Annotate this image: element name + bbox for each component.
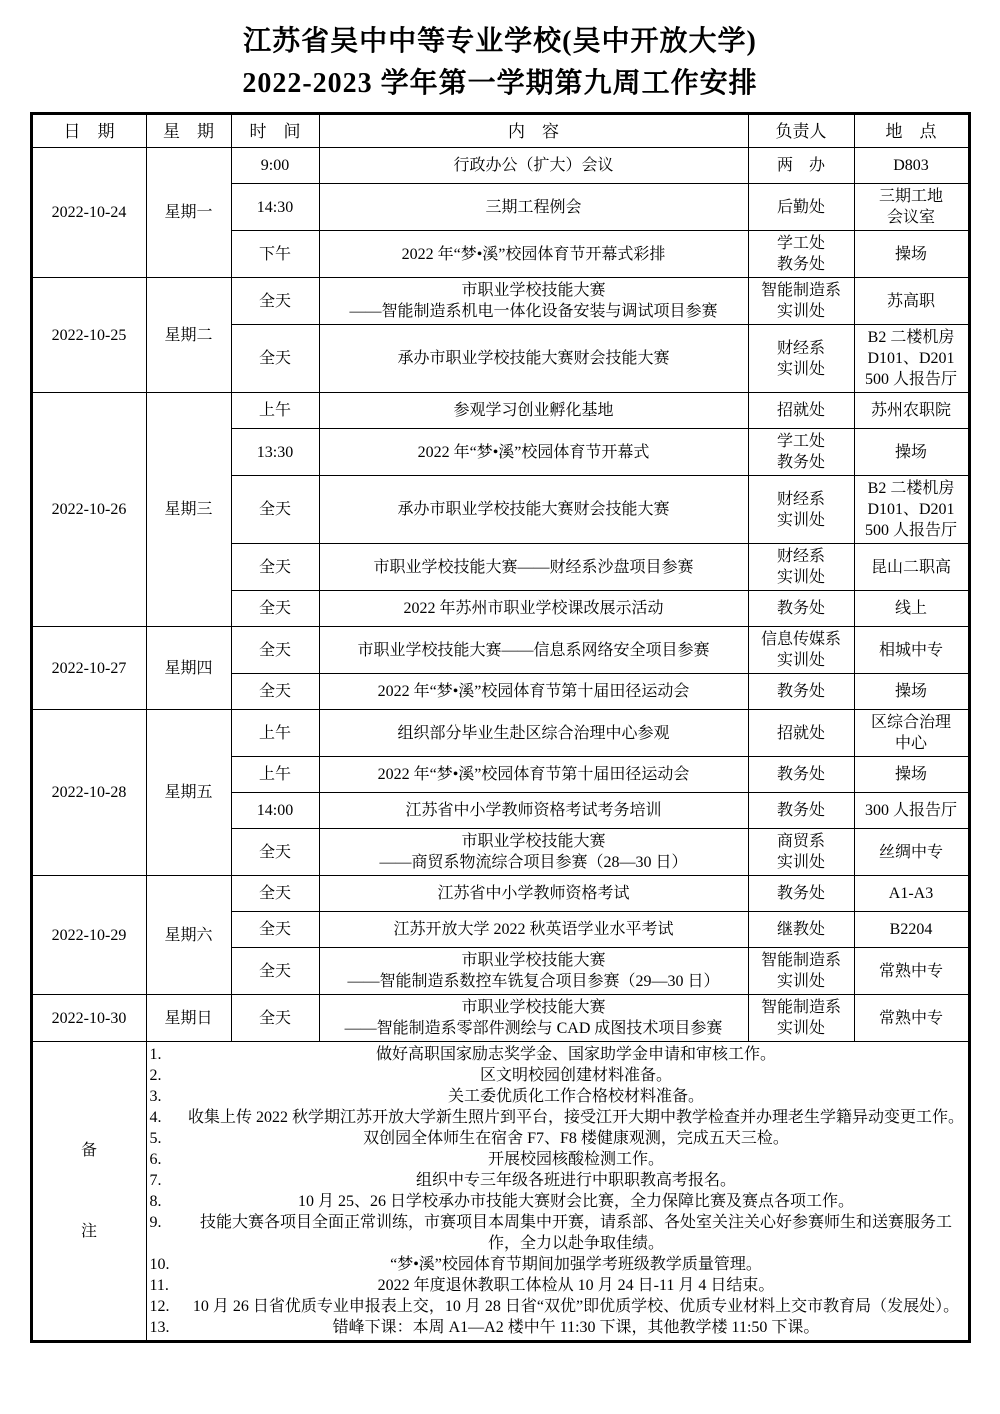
weekday-cell: 星期五 bbox=[146, 710, 231, 876]
owner-cell bbox=[748, 876, 854, 912]
note-text: 10 月 25、26 日学校承办市技能大赛财会比赛，全力保障比赛及赛点各项工作。 bbox=[297, 1193, 854, 1210]
content-line: 江苏省中小学教师资格考试考务培训 bbox=[405, 802, 662, 819]
note-number: 9. bbox=[149, 1214, 162, 1231]
date-cell: 2022-10-25 bbox=[31, 278, 146, 393]
place-line: 操场 bbox=[894, 443, 927, 461]
owner-line: 信息传媒系 bbox=[760, 631, 841, 648]
weekday-cell: 星期六 bbox=[146, 876, 231, 995]
owner-line: 商贸系 bbox=[776, 833, 825, 850]
owner-cell bbox=[748, 184, 854, 231]
owner-line: 实训处 bbox=[776, 569, 825, 586]
owner-line: 两 办 bbox=[776, 157, 825, 174]
owner-line: 财经系 bbox=[776, 490, 825, 508]
notes-label-char: 注 bbox=[80, 1223, 97, 1240]
note-item bbox=[150, 1317, 965, 1338]
owner-line: 实训处 bbox=[776, 1020, 825, 1037]
table-body bbox=[31, 148, 969, 1342]
date-cell: 2022-10-28 bbox=[31, 710, 146, 876]
time-cell: 全天 bbox=[231, 995, 319, 1042]
owner-cell bbox=[748, 544, 854, 591]
note-item bbox=[150, 1044, 965, 1065]
note-item bbox=[150, 1149, 965, 1170]
content-line: 2022 年“梦•溪”校园体育节第十届田径运动会 bbox=[377, 766, 690, 783]
time-cell: 14:30 bbox=[231, 184, 319, 231]
table-header bbox=[31, 114, 969, 148]
content-line: 市职业学校技能大赛——信息系网络安全项目参赛 bbox=[357, 641, 710, 659]
content-cell bbox=[319, 627, 748, 674]
content-line: 市职业学校技能大赛——财经系沙盘项目参赛 bbox=[373, 558, 694, 576]
column-header: 负责人 bbox=[748, 114, 854, 148]
note-item bbox=[150, 1275, 965, 1296]
note-number: 10. bbox=[149, 1256, 170, 1273]
owner-line: 教务处 bbox=[776, 802, 825, 819]
owner-cell bbox=[748, 591, 854, 627]
content-line: 2022 年苏州市职业学校课改展示活动 bbox=[403, 600, 664, 617]
note-text: 区文明校园创建材料准备。 bbox=[479, 1067, 672, 1084]
owner-line: 实训处 bbox=[776, 303, 825, 320]
owner-cell bbox=[748, 231, 854, 278]
note-number: 13. bbox=[149, 1319, 170, 1336]
weekday-cell: 星期一 bbox=[146, 148, 231, 278]
place-cell bbox=[854, 184, 969, 231]
note-text: “梦•溪”校园体育节期间加强学考班级教学质量管理。 bbox=[390, 1256, 762, 1273]
content-line: 2022 年“梦•溪”校园体育节第十届田径运动会 bbox=[377, 683, 690, 700]
note-number: 2. bbox=[149, 1067, 162, 1084]
weekday-cell: 星期三 bbox=[146, 393, 231, 627]
place-line: 三期工地 bbox=[878, 188, 943, 205]
place-cell bbox=[854, 591, 969, 627]
time-cell: 14:00 bbox=[231, 793, 319, 829]
note-number: 3. bbox=[149, 1088, 162, 1105]
owner-cell bbox=[748, 912, 854, 948]
owner-line: 财经系 bbox=[776, 548, 825, 565]
place-line: B2 二楼机房 bbox=[867, 329, 955, 346]
content-line: 三期工程例会 bbox=[485, 198, 582, 216]
content-line: 2022 年“梦•溪”校园体育节开幕式彩排 bbox=[401, 245, 666, 263]
time-cell: 下午 bbox=[231, 231, 319, 278]
content-line: 市职业学校技能大赛 bbox=[461, 999, 606, 1016]
notes-label-char: 备 bbox=[80, 1142, 97, 1159]
owner-cell bbox=[748, 829, 854, 876]
notes-label bbox=[36, 1140, 143, 1242]
owner-line: 实训处 bbox=[776, 511, 825, 529]
place-line: 相城中专 bbox=[878, 641, 943, 659]
column-header: 时 间 bbox=[231, 114, 319, 148]
content-line: ——商贸系物流综合项目参赛（28—30 日） bbox=[379, 854, 688, 871]
place-line: D101、D201 bbox=[867, 501, 955, 518]
owner-cell bbox=[748, 148, 854, 184]
note-text: 做好高职国家励志奖学金、国家助学金申请和审核工作。 bbox=[375, 1046, 776, 1063]
owner-cell bbox=[748, 278, 854, 325]
owner-line: 智能制造系 bbox=[760, 999, 841, 1016]
time-cell: 全天 bbox=[231, 912, 319, 948]
note-number: 1. bbox=[149, 1046, 162, 1063]
owner-line: 教务处 bbox=[776, 600, 825, 617]
content-cell bbox=[319, 757, 748, 793]
column-header: 星 期 bbox=[146, 114, 231, 148]
place-line: D101、D201 bbox=[867, 350, 955, 367]
content-cell bbox=[319, 793, 748, 829]
place-line: 500 人报告厅 bbox=[864, 522, 957, 539]
note-text: 双创园全体师生在宿舍 F7、F8 楼健康观测，完成五天三检。 bbox=[363, 1130, 789, 1147]
owner-line: 教务处 bbox=[776, 454, 825, 471]
content-line: ——智能制造系机电一体化设备安装与调试项目参赛 bbox=[349, 303, 718, 320]
content-cell bbox=[319, 710, 748, 757]
owner-line: 学工处 bbox=[776, 433, 825, 450]
time-cell: 9:00 bbox=[231, 148, 319, 184]
owner-cell bbox=[748, 948, 854, 995]
place-cell bbox=[854, 278, 969, 325]
place-cell bbox=[854, 325, 969, 393]
note-item bbox=[150, 1065, 965, 1086]
content-cell bbox=[319, 948, 748, 995]
weekday-cell: 星期日 bbox=[146, 995, 231, 1042]
place-cell bbox=[854, 393, 969, 429]
schedule-table bbox=[30, 112, 971, 1343]
time-cell: 全天 bbox=[231, 674, 319, 710]
owner-cell bbox=[748, 476, 854, 544]
schedule-row bbox=[31, 876, 969, 912]
place-cell bbox=[854, 429, 969, 476]
content-cell bbox=[319, 995, 748, 1042]
note-text: 2022 年度退休教职工体检从 10 月 24 日-11 月 4 日结束。 bbox=[377, 1277, 775, 1294]
owner-cell bbox=[748, 995, 854, 1042]
time-cell: 13:30 bbox=[231, 429, 319, 476]
note-text: 关工委优质化工作合格校材料准备。 bbox=[447, 1088, 704, 1105]
schedule-row bbox=[31, 710, 969, 757]
content-line: 2022 年“梦•溪”校园体育节开幕式 bbox=[417, 443, 650, 461]
place-line: 300 人报告厅 bbox=[864, 802, 957, 819]
note-text: 技能大赛各项目全面正常训练，市赛项目本周集中开赛，请系部、各处室关注关心好参赛师生和送赛服务工作，全力以赴争取佳绩。 bbox=[199, 1214, 952, 1252]
place-cell bbox=[854, 912, 969, 948]
place-line: 操场 bbox=[894, 245, 927, 263]
owner-cell bbox=[748, 674, 854, 710]
place-cell bbox=[854, 948, 969, 995]
note-item bbox=[150, 1212, 965, 1254]
place-cell bbox=[854, 544, 969, 591]
content-cell bbox=[319, 148, 748, 184]
content-cell bbox=[319, 829, 748, 876]
date-cell: 2022-10-27 bbox=[31, 627, 146, 710]
place-cell bbox=[854, 757, 969, 793]
owner-cell bbox=[748, 627, 854, 674]
place-cell bbox=[854, 793, 969, 829]
time-cell: 全天 bbox=[231, 591, 319, 627]
page-subtitle: 2022-2023 学年第一学期第九周工作安排 bbox=[242, 68, 758, 99]
place-line: 操场 bbox=[894, 683, 927, 700]
owner-cell bbox=[748, 325, 854, 393]
place-cell bbox=[854, 476, 969, 544]
time-cell: 上午 bbox=[231, 757, 319, 793]
place-line: 操场 bbox=[894, 766, 927, 783]
note-number: 6. bbox=[149, 1151, 162, 1168]
place-line: B2204 bbox=[889, 921, 933, 938]
content-cell bbox=[319, 912, 748, 948]
content-cell bbox=[319, 476, 748, 544]
place-line: 会议室 bbox=[886, 209, 935, 226]
note-text: 10 月 26 日省优质专业申报表上交，10 月 28 日省“双优”即优质学校、优质专业材料上交市教育局（发展处）。 bbox=[192, 1298, 960, 1315]
content-line: 江苏省中小学教师资格考试 bbox=[437, 885, 630, 902]
schedule-row bbox=[31, 278, 969, 325]
owner-line: 实训处 bbox=[776, 854, 825, 871]
place-line: 500 人报告厅 bbox=[864, 371, 957, 388]
content-line: 市职业学校技能大赛 bbox=[461, 833, 606, 850]
owner-line: 教务处 bbox=[776, 683, 825, 700]
place-line: B2 二楼机房 bbox=[867, 480, 955, 497]
place-line: 常熟中专 bbox=[878, 1009, 943, 1027]
time-cell: 全天 bbox=[231, 278, 319, 325]
content-line: 市职业学校技能大赛 bbox=[461, 282, 606, 299]
place-cell bbox=[854, 829, 969, 876]
content-cell bbox=[319, 184, 748, 231]
owner-cell bbox=[748, 710, 854, 757]
content-cell bbox=[319, 325, 748, 393]
content-cell bbox=[319, 393, 748, 429]
place-cell bbox=[854, 148, 969, 184]
note-number: 4. bbox=[149, 1109, 162, 1126]
note-text: 错峰下课：本周 A1—A2 楼中午 11:30 下课，其他教学楼 11:50 下课。 bbox=[332, 1319, 820, 1336]
note-text: 组织中专三年级各班进行中职职教高考报名。 bbox=[415, 1172, 736, 1189]
owner-line: 教务处 bbox=[776, 885, 825, 902]
notes-label-cell bbox=[31, 1042, 146, 1342]
note-item bbox=[150, 1170, 965, 1191]
header-row bbox=[31, 114, 969, 148]
notes-row bbox=[31, 1042, 969, 1342]
place-cell bbox=[854, 876, 969, 912]
note-text: 收集上传 2022 秋学期江苏开放大学新生照片到平台，接受江开大期中教学检查并办理老生学籍异动变更工作。 bbox=[187, 1109, 964, 1126]
weekday-cell: 星期四 bbox=[146, 627, 231, 710]
place-line: 苏州农职院 bbox=[870, 402, 951, 419]
place-cell bbox=[854, 674, 969, 710]
place-line: D803 bbox=[893, 157, 929, 174]
note-number: 5. bbox=[149, 1130, 162, 1147]
owner-line: 教务处 bbox=[776, 256, 825, 273]
owner-line: 智能制造系 bbox=[760, 282, 841, 299]
content-line: 行政办公（扩大）会议 bbox=[453, 157, 614, 174]
time-cell: 上午 bbox=[231, 710, 319, 757]
content-cell bbox=[319, 544, 748, 591]
note-number: 8. bbox=[149, 1193, 162, 1210]
time-cell: 全天 bbox=[231, 876, 319, 912]
note-item bbox=[150, 1107, 965, 1128]
time-cell: 全天 bbox=[231, 544, 319, 591]
content-line: ——智能制造系数控车铣复合项目参赛（29—30 日） bbox=[347, 973, 720, 990]
content-cell bbox=[319, 876, 748, 912]
content-line: ——智能制造系零部件测绘与 CAD 成图技术项目参赛 bbox=[344, 1020, 723, 1037]
place-line: 常熟中专 bbox=[878, 962, 943, 980]
place-line: A1-A3 bbox=[888, 885, 934, 902]
owner-line: 后勤处 bbox=[776, 198, 825, 216]
date-cell: 2022-10-26 bbox=[31, 393, 146, 627]
note-item bbox=[150, 1086, 965, 1107]
time-cell: 全天 bbox=[231, 948, 319, 995]
note-item bbox=[150, 1191, 965, 1212]
place-cell bbox=[854, 710, 969, 757]
weekday-cell: 星期二 bbox=[146, 278, 231, 393]
notes-cell bbox=[146, 1042, 969, 1342]
owner-line: 招就处 bbox=[776, 402, 825, 419]
date-cell: 2022-10-30 bbox=[31, 995, 146, 1042]
place-cell bbox=[854, 627, 969, 674]
column-header: 地 点 bbox=[854, 114, 969, 148]
date-cell: 2022-10-29 bbox=[31, 876, 146, 995]
content-cell bbox=[319, 231, 748, 278]
content-line: 承办市职业学校技能大赛财会技能大赛 bbox=[397, 350, 670, 367]
place-line: 线上 bbox=[894, 600, 927, 617]
schedule-row bbox=[31, 148, 969, 184]
owner-line: 财经系 bbox=[776, 339, 825, 357]
owner-cell bbox=[748, 793, 854, 829]
owner-cell bbox=[748, 393, 854, 429]
owner-cell bbox=[748, 757, 854, 793]
schedule-row bbox=[31, 393, 969, 429]
owner-line: 学工处 bbox=[776, 235, 825, 252]
content-cell bbox=[319, 429, 748, 476]
note-text: 开展校园核酸检测工作。 bbox=[487, 1151, 664, 1168]
owner-line: 实训处 bbox=[776, 360, 825, 378]
owner-line: 实训处 bbox=[776, 973, 825, 990]
owner-line: 继教处 bbox=[776, 921, 825, 938]
note-number: 11. bbox=[149, 1277, 169, 1294]
content-line: 市职业学校技能大赛 bbox=[461, 952, 606, 969]
content-line: 承办市职业学校技能大赛财会技能大赛 bbox=[397, 501, 670, 518]
time-cell: 全天 bbox=[231, 325, 319, 393]
schedule-row bbox=[31, 627, 969, 674]
place-line: 区综合治理 bbox=[870, 714, 951, 731]
time-cell: 上午 bbox=[231, 393, 319, 429]
time-cell: 全天 bbox=[231, 829, 319, 876]
content-cell bbox=[319, 674, 748, 710]
note-number: 12. bbox=[149, 1298, 170, 1315]
place-cell bbox=[854, 995, 969, 1042]
content-line: 参观学习创业孵化基地 bbox=[453, 402, 614, 419]
owner-line: 招就处 bbox=[776, 724, 825, 742]
date-cell: 2022-10-24 bbox=[31, 148, 146, 278]
note-item bbox=[150, 1128, 965, 1149]
owner-line: 实训处 bbox=[776, 652, 825, 669]
owner-line: 智能制造系 bbox=[760, 952, 841, 969]
note-item bbox=[150, 1254, 965, 1275]
time-cell: 全天 bbox=[231, 627, 319, 674]
note-number: 7. bbox=[149, 1172, 162, 1189]
content-cell bbox=[319, 591, 748, 627]
place-line: 昆山二职高 bbox=[870, 558, 951, 576]
owner-cell bbox=[748, 429, 854, 476]
content-cell bbox=[319, 278, 748, 325]
note-item bbox=[150, 1296, 965, 1317]
content-line: 江苏开放大学 2022 秋英语学业水平考试 bbox=[393, 921, 674, 938]
column-header: 内 容 bbox=[319, 114, 748, 148]
place-line: 中心 bbox=[894, 735, 927, 752]
schedule-row bbox=[31, 995, 969, 1042]
page-title: 江苏省吴中中等专业学校(吴中开放大学) bbox=[243, 26, 757, 57]
owner-line: 教务处 bbox=[776, 766, 825, 783]
place-line: 苏高职 bbox=[886, 292, 935, 310]
place-line: 丝绸中专 bbox=[878, 843, 943, 861]
column-header: 日 期 bbox=[31, 114, 146, 148]
place-cell bbox=[854, 231, 969, 278]
content-line: 组织部分毕业生赴区综合治理中心参观 bbox=[397, 724, 670, 742]
time-cell: 全天 bbox=[231, 476, 319, 544]
